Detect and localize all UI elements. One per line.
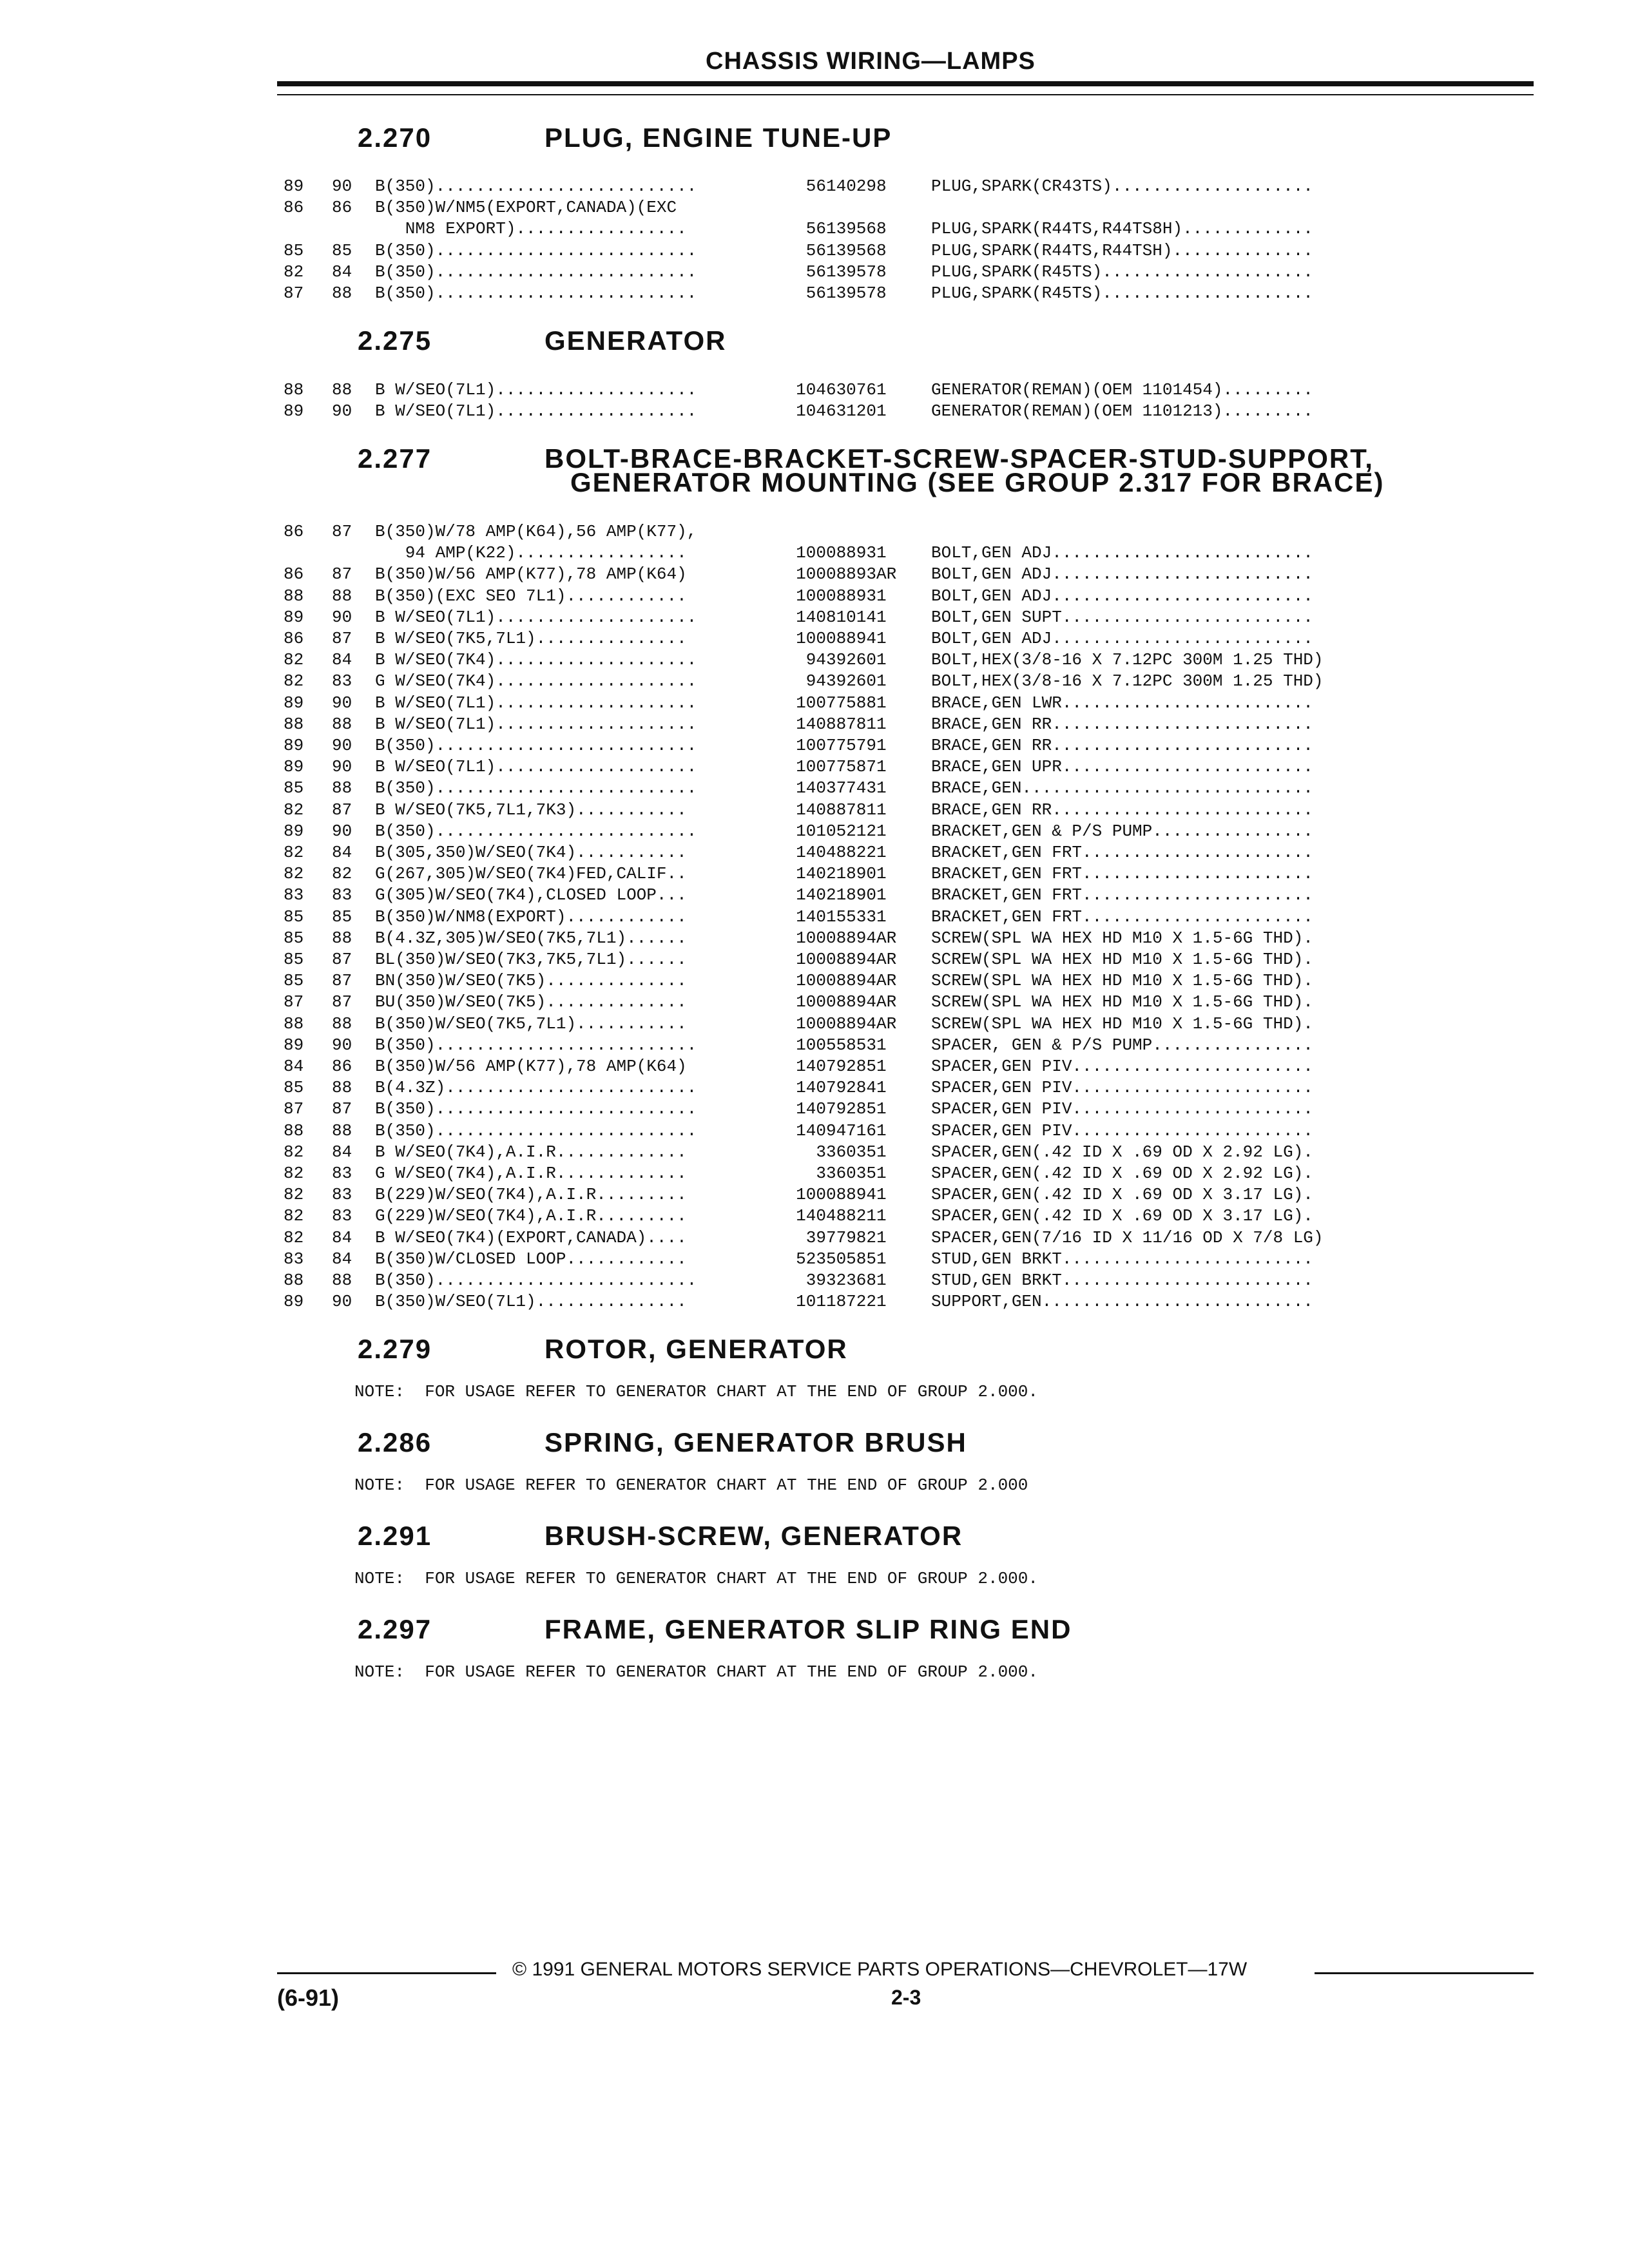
quantity: 1 [876, 1292, 887, 1312]
part-number: 14088781 [796, 714, 876, 734]
quantity: AR [876, 1014, 897, 1033]
section-title: FRAME, GENERATOR SLIP RING END [545, 1614, 1072, 1644]
year-to: 85 [332, 240, 352, 260]
application: B(350)W/NM5(EXPORT,CANADA)(EXC [375, 198, 677, 218]
quantity: 8 [876, 219, 887, 239]
year-to: 86 [332, 198, 352, 218]
description: SCREW(SPL WA HEX HD M10 X 1.5-6G THD). [931, 1014, 1313, 1033]
quantity: 8 [876, 240, 887, 260]
application: B W/SEO(7K4).................... [375, 650, 697, 670]
quantity: AR [876, 950, 897, 969]
page-title: CHASSIS WIRING—LAMPS [706, 48, 1036, 75]
year-from: 86 [284, 629, 304, 648]
year-to: 84 [332, 262, 352, 282]
year-to: 83 [332, 885, 352, 905]
year-to: 90 [332, 607, 352, 627]
description: BRACKET,GEN FRT....................... [931, 885, 1313, 905]
description: PLUG,SPARK(CR43TS).................... [931, 177, 1313, 196]
year-from: 89 [284, 1292, 304, 1312]
quantity: 1 [876, 1035, 887, 1055]
year-to: 90 [332, 821, 352, 841]
quantity: 1 [876, 380, 887, 399]
year-to: 90 [332, 177, 352, 196]
application: B W/SEO(7K4),A.I.R............. [375, 1142, 687, 1162]
year-to: 84 [332, 650, 352, 670]
application: BL(350)W/SEO(7K3,7K5,7L1)...... [375, 950, 687, 969]
description: PLUG,SPARK(R44TS,R44TS8H)............. [931, 219, 1313, 239]
part-number: 10008894 [796, 629, 876, 648]
application: B(4.3Z)......................... [375, 1078, 697, 1098]
usage-note: NOTE: FOR USAGE REFER TO GENERATOR CHART AT THE END OF GROUP 2.000 [354, 1475, 1028, 1495]
part-number: 14079285 [796, 1057, 876, 1076]
year-from: 84 [284, 1057, 304, 1076]
application: BU(350)W/SEO(7K5).............. [375, 992, 687, 1012]
section-title: SPRING, GENERATOR BRUSH [545, 1427, 967, 1457]
application: B(350).......................... [375, 1035, 697, 1055]
application: G W/SEO(7K4).................... [375, 671, 697, 691]
part-number: 10077588 [796, 693, 876, 713]
part-number: 52350585 [796, 1249, 876, 1269]
application: B W/SEO(7L1).................... [375, 401, 697, 421]
year-to: 83 [332, 1164, 352, 1183]
year-from: 88 [284, 1120, 304, 1140]
quantity: 1 [876, 1227, 887, 1247]
application: B W/SEO(7L1).................... [375, 380, 697, 399]
description: SPACER,GEN(.42 ID X .69 OD X 2.92 LG). [931, 1142, 1313, 1162]
year-to: 90 [332, 736, 352, 755]
application: B(350)W/78 AMP(K64),56 AMP(K77), [375, 522, 697, 541]
footer-copyright: © 1991 GENERAL MOTORS SERVICE PARTS OPERATIONS—CHEVROLET—17W [512, 1959, 1248, 1980]
description: BOLT,GEN ADJ.......................... [931, 543, 1313, 563]
year-to: 84 [332, 843, 352, 862]
application: B(350).......................... [375, 821, 697, 841]
year-from: 88 [284, 714, 304, 734]
part-number: 10008894 [796, 1014, 876, 1033]
part-number: 3977982 [805, 1227, 876, 1247]
part-number: 5613957 [805, 284, 876, 303]
description: BRACKET,GEN FRT....................... [931, 907, 1313, 927]
part-number: 10463076 [796, 380, 876, 399]
part-number: 5613956 [805, 240, 876, 260]
year-from: 89 [284, 1035, 304, 1055]
description: SPACER,GEN PIV........................ [931, 1057, 1313, 1076]
quantity: 1 [876, 1206, 887, 1226]
description: BOLT,HEX(3/8-16 X 7.12PC 300M 1.25 THD) [931, 671, 1324, 691]
year-to: 90 [332, 401, 352, 421]
quantity: 1 [876, 714, 887, 734]
year-from: 87 [284, 284, 304, 303]
year-to: 88 [332, 284, 352, 303]
year-to: 87 [332, 800, 352, 820]
application: B(350)W/CLOSED LOOP............ [375, 1249, 687, 1269]
year-from: 82 [284, 671, 304, 691]
part-number: 14021890 [796, 864, 876, 884]
part-number: 5614029 [805, 177, 876, 196]
quantity: 1 [876, 864, 887, 884]
application: BN(350)W/SEO(7K5).............. [375, 971, 687, 991]
year-from: 86 [284, 198, 304, 218]
section-number: 2.277 [358, 443, 432, 474]
year-to: 90 [332, 1292, 352, 1312]
year-to: 84 [332, 1142, 352, 1162]
year-from: 82 [284, 800, 304, 820]
description: SPACER,GEN PIV........................ [931, 1099, 1313, 1119]
description: PLUG,SPARK(R44TS,R44TSH).............. [931, 240, 1313, 260]
description: BRACKET,GEN FRT....................... [931, 843, 1313, 862]
year-to: 88 [332, 1078, 352, 1098]
year-from: 82 [284, 1227, 304, 1247]
year-from: 85 [284, 778, 304, 798]
description: SCREW(SPL WA HEX HD M10 X 1.5-6G THD). [931, 928, 1313, 948]
quantity: 1 [876, 650, 887, 670]
header-rule [277, 81, 1534, 86]
year-to: 87 [332, 522, 352, 541]
year-to: 87 [332, 629, 352, 648]
year-to: 88 [332, 714, 352, 734]
part-number: 10077579 [796, 736, 876, 755]
part-number: 9439260 [805, 650, 876, 670]
quantity: 1 [876, 543, 887, 563]
section-number: 2.270 [358, 122, 432, 153]
description: BOLT,GEN ADJ.......................... [931, 564, 1313, 584]
part-number: 3932368 [805, 1271, 876, 1290]
application: B(350).......................... [375, 1271, 697, 1290]
section-title: BRUSH-SCREW, GENERATOR [545, 1521, 963, 1551]
application: B(350).......................... [375, 778, 697, 798]
application: B W/SEO(7L1).................... [375, 757, 697, 777]
part-number: 10008893 [796, 586, 876, 606]
section-number: 2.279 [358, 1334, 432, 1364]
part-number: 14021890 [796, 885, 876, 905]
description: BRACE,GEN RR.......................... [931, 800, 1313, 820]
header-rule-thin [277, 94, 1534, 95]
application: B(350)W/SEO(7K5,7L1)........... [375, 1014, 687, 1033]
year-to: 86 [332, 1057, 352, 1076]
quantity: 1 [876, 1185, 887, 1205]
year-to: 88 [332, 778, 352, 798]
year-to: 82 [332, 864, 352, 884]
description: BRACKET,GEN & P/S PUMP................ [931, 821, 1313, 841]
year-from: 88 [284, 380, 304, 399]
part-number: 10008894 [796, 971, 876, 991]
year-to: 83 [332, 671, 352, 691]
application: G W/SEO(7K4),A.I.R............. [375, 1164, 687, 1183]
usage-note: NOTE: FOR USAGE REFER TO GENERATOR CHART AT THE END OF GROUP 2.000. [354, 1382, 1038, 1401]
quantity: 1 [876, 907, 887, 927]
year-from: 88 [284, 586, 304, 606]
application: B(350).......................... [375, 1120, 697, 1140]
description: BRACE,GEN............................. [931, 778, 1313, 798]
part-number: 14079284 [796, 1078, 876, 1098]
application: B(350).......................... [375, 736, 697, 755]
description: SPACER,GEN(7/16 ID X 11/16 OD X 7/8 LG) [931, 1227, 1324, 1247]
year-from: 89 [284, 607, 304, 627]
quantity: 1 [876, 736, 887, 755]
part-number: 14081014 [796, 607, 876, 627]
year-to: 90 [332, 757, 352, 777]
quantity: 1 [876, 1120, 887, 1140]
description: BOLT,GEN SUPT......................... [931, 607, 1313, 627]
section-number: 2.291 [358, 1521, 432, 1551]
footer-rule-left [277, 1972, 496, 1974]
application: G(305)W/SEO(7K4),CLOSED LOOP... [375, 885, 687, 905]
year-from: 86 [284, 564, 304, 584]
year-to: 87 [332, 992, 352, 1012]
year-to: 87 [332, 564, 352, 584]
description: SPACER,GEN(.42 ID X .69 OD X 2.92 LG). [931, 1164, 1313, 1183]
description: STUD,GEN BRKT......................... [931, 1271, 1313, 1290]
part-number: 10077587 [796, 757, 876, 777]
year-from: 88 [284, 1271, 304, 1290]
part-number: 10055853 [796, 1035, 876, 1055]
description: BRACE,GEN LWR......................... [931, 693, 1313, 713]
part-number: 5613956 [805, 219, 876, 239]
year-from: 85 [284, 928, 304, 948]
quantity: AR [876, 564, 897, 584]
year-to: 90 [332, 1035, 352, 1055]
section-title: GENERATOR [545, 325, 727, 356]
application: G(229)W/SEO(7K4),A.I.R......... [375, 1206, 687, 1226]
part-number: 14015533 [796, 907, 876, 927]
section-number: 2.297 [358, 1614, 432, 1644]
section-subtitle [570, 467, 1385, 498]
year-from: 85 [284, 907, 304, 927]
description: SPACER,GEN(.42 ID X .69 OD X 3.17 LG). [931, 1185, 1313, 1205]
application: B(350).......................... [375, 177, 697, 196]
part-number: 10008894 [796, 928, 876, 948]
application: B(350).......................... [375, 240, 697, 260]
description: SPACER, GEN & P/S PUMP................ [931, 1035, 1313, 1055]
part-number: 10118722 [796, 1292, 876, 1312]
description: BOLT,HEX(3/8-16 X 7.12PC 300M 1.25 THD) [931, 650, 1324, 670]
application: 94 AMP(K22)................. [375, 543, 687, 563]
application: B W/SEO(7L1).................... [375, 693, 697, 713]
year-to: 84 [332, 1249, 352, 1269]
application: NM8 EXPORT)................. [375, 219, 687, 239]
year-from: 89 [284, 821, 304, 841]
year-from: 86 [284, 522, 304, 541]
application: B(350)W/NM8(EXPORT)............ [375, 907, 687, 927]
description: PLUG,SPARK(R45TS)..................... [931, 284, 1313, 303]
description: SCREW(SPL WA HEX HD M10 X 1.5-6G THD). [931, 950, 1313, 969]
application: B W/SEO(7K4)(EXPORT,CANADA).... [375, 1227, 687, 1247]
year-to: 87 [332, 950, 352, 969]
part-number: 10008894 [796, 1185, 876, 1205]
footer-rule-right [1315, 1972, 1534, 1974]
application: B(350).......................... [375, 284, 697, 303]
section-title: BOLT-BRACE-BRACKET-SCREW-SPACER-STUD-SUPPORT, [545, 443, 1374, 474]
quantity: 1 [876, 800, 887, 820]
description: SUPPORT,GEN........................... [931, 1292, 1313, 1312]
quantity: 1 [876, 1271, 887, 1290]
year-from: 82 [284, 650, 304, 670]
year-to: 84 [332, 1227, 352, 1247]
quantity: 1 [876, 671, 887, 691]
quantity: 8 [876, 284, 887, 303]
application: B(305,350)W/SEO(7K4)........... [375, 843, 687, 862]
quantity: AR [876, 928, 897, 948]
quantity: 1 [876, 778, 887, 798]
quantity: 8 [876, 262, 887, 282]
quantity: 1 [876, 1078, 887, 1098]
year-from: 89 [284, 693, 304, 713]
year-to: 88 [332, 1014, 352, 1033]
description: SCREW(SPL WA HEX HD M10 X 1.5-6G THD). [931, 992, 1313, 1012]
quantity: 1 [876, 693, 887, 713]
year-to: 88 [332, 1271, 352, 1290]
quantity: 1 [876, 1057, 887, 1076]
quantity: 1 [876, 1099, 887, 1119]
quantity: 1 [876, 843, 887, 862]
part-number: 14037743 [796, 778, 876, 798]
year-from: 89 [284, 736, 304, 755]
description: GENERATOR(REMAN)(OEM 1101213)......... [931, 401, 1313, 421]
year-to: 85 [332, 907, 352, 927]
description: PLUG,SPARK(R45TS)..................... [931, 262, 1313, 282]
year-from: 83 [284, 1249, 304, 1269]
year-to: 90 [332, 693, 352, 713]
usage-note: NOTE: FOR USAGE REFER TO GENERATOR CHART AT THE END OF GROUP 2.000. [354, 1662, 1038, 1682]
description: SCREW(SPL WA HEX HD M10 X 1.5-6G THD). [931, 971, 1313, 991]
year-to: 88 [332, 586, 352, 606]
part-number: 14094716 [796, 1120, 876, 1140]
application: B(350).......................... [375, 262, 697, 282]
year-from: 82 [284, 262, 304, 282]
quantity: AR [876, 992, 897, 1012]
part-number: 10008894 [796, 992, 876, 1012]
description: GENERATOR(REMAN)(OEM 1101454)......... [931, 380, 1313, 399]
usage-note: NOTE: FOR USAGE REFER TO GENERATOR CHART AT THE END OF GROUP 2.000. [354, 1569, 1038, 1588]
year-from: 87 [284, 1099, 304, 1119]
description: BRACE,GEN RR.......................... [931, 736, 1313, 755]
application: B(350)W/56 AMP(K77),78 AMP(K64) [375, 564, 687, 584]
part-number: 10463120 [796, 401, 876, 421]
year-from: 87 [284, 992, 304, 1012]
quantity: 1 [876, 1164, 887, 1183]
year-from: 82 [284, 1206, 304, 1226]
description: BOLT,GEN ADJ.......................... [931, 586, 1313, 606]
quantity: 1 [876, 757, 887, 777]
quantity: 1 [876, 885, 887, 905]
description: SPACER,GEN(.42 ID X .69 OD X 3.17 LG). [931, 1206, 1313, 1226]
quantity: 1 [876, 1249, 887, 1269]
page-number: 2-3 [891, 1986, 921, 2009]
description: BRACE,GEN UPR......................... [931, 757, 1313, 777]
part-number: 14048821 [796, 1206, 876, 1226]
year-from: 82 [284, 1142, 304, 1162]
description: BRACKET,GEN FRT....................... [931, 864, 1313, 884]
quantity: 1 [876, 401, 887, 421]
part-number: 14088781 [796, 800, 876, 820]
year-to: 88 [332, 380, 352, 399]
quantity: AR [876, 971, 897, 991]
description: STUD,GEN BRKT......................... [931, 1249, 1313, 1269]
application: B(229)W/SEO(7K4),A.I.R......... [375, 1185, 687, 1205]
quantity: 1 [876, 1142, 887, 1162]
part-number: 14048822 [796, 843, 876, 862]
part-number: 14079285 [796, 1099, 876, 1119]
section-number: 2.275 [358, 325, 432, 356]
year-from: 85 [284, 971, 304, 991]
application: B(350)W/56 AMP(K77),78 AMP(K64) [375, 1057, 687, 1076]
quantity: 1 [876, 586, 887, 606]
description: SPACER,GEN PIV........................ [931, 1120, 1313, 1140]
footer-date: (6-91) [277, 1984, 340, 2011]
year-from: 89 [284, 757, 304, 777]
part-number: 10008893 [796, 543, 876, 563]
application: B W/SEO(7K5,7L1,7K3)........... [375, 800, 687, 820]
year-to: 88 [332, 928, 352, 948]
year-from: 88 [284, 1014, 304, 1033]
quantity: 8 [876, 177, 887, 196]
part-number: 9439260 [805, 671, 876, 691]
year-from: 89 [284, 177, 304, 196]
year-from: 82 [284, 843, 304, 862]
application: B(4.3Z,305)W/SEO(7K5,7L1)...... [375, 928, 687, 948]
part-number: 5613957 [805, 262, 876, 282]
description: BRACE,GEN RR.......................... [931, 714, 1313, 734]
part-number: 336035 [816, 1164, 876, 1183]
application: B W/SEO(7L1).................... [375, 714, 697, 734]
year-from: 82 [284, 1185, 304, 1205]
application: B W/SEO(7K5,7L1)............... [375, 629, 687, 648]
year-to: 87 [332, 971, 352, 991]
description: SPACER,GEN PIV........................ [931, 1078, 1313, 1098]
year-from: 89 [284, 401, 304, 421]
application: B(350).......................... [375, 1099, 697, 1119]
application: B(350)(EXC SEO 7L1)............ [375, 586, 687, 606]
part-number: 10105212 [796, 821, 876, 841]
part-number: 336035 [816, 1142, 876, 1162]
year-from: 83 [284, 885, 304, 905]
section-number: 2.286 [358, 1427, 432, 1457]
year-from: 85 [284, 950, 304, 969]
part-number: 10008893 [796, 564, 876, 584]
section-title: ROTOR, GENERATOR [545, 1334, 848, 1364]
part-number: 10008894 [796, 950, 876, 969]
year-from: 82 [284, 864, 304, 884]
year-to: 88 [332, 1120, 352, 1140]
year-from: 82 [284, 1164, 304, 1183]
year-from: 85 [284, 240, 304, 260]
application: B(350)W/SEO(7L1)............... [375, 1292, 687, 1312]
application: G(267,305)W/SEO(7K4)FED,CALIF.. [375, 864, 687, 884]
year-to: 83 [332, 1206, 352, 1226]
application: B W/SEO(7L1).................... [375, 607, 697, 627]
description: BOLT,GEN ADJ.......................... [931, 629, 1313, 648]
quantity: 1 [876, 607, 887, 627]
section-title: PLUG, ENGINE TUNE-UP [545, 122, 892, 153]
section-title-line2: GENERATOR MOUNTING (SEE GROUP 2.317 FOR BRACE) [570, 467, 1385, 497]
quantity: 1 [876, 629, 887, 648]
year-to: 83 [332, 1185, 352, 1205]
quantity: 1 [876, 821, 887, 841]
year-from: 85 [284, 1078, 304, 1098]
year-to: 87 [332, 1099, 352, 1119]
